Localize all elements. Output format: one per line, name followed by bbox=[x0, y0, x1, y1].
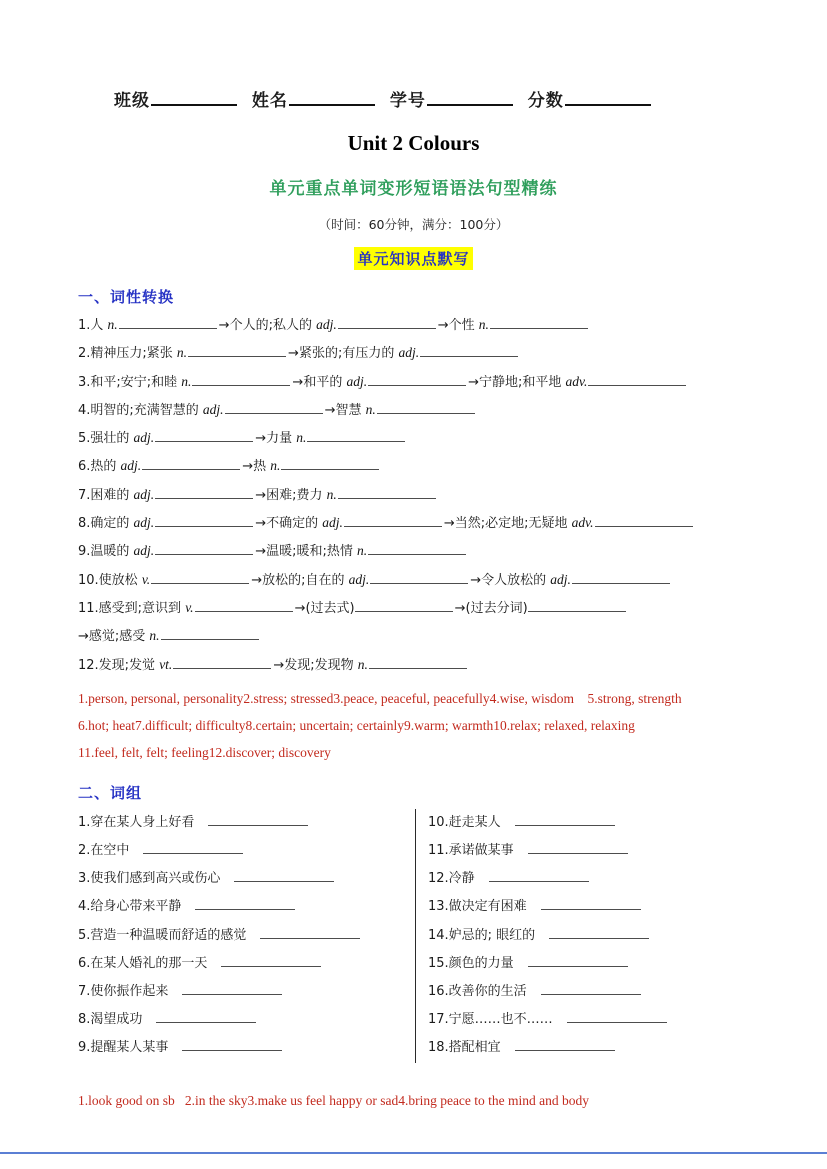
word-conversion-item bbox=[78, 311, 749, 339]
blank-line bbox=[368, 372, 466, 386]
part-of-speech-label: n. bbox=[107, 317, 118, 332]
blank-line bbox=[155, 541, 253, 555]
phrase-item bbox=[428, 922, 749, 950]
word-conversion-list bbox=[78, 311, 749, 679]
phrase-item bbox=[428, 978, 749, 1006]
item-text: →当然;必定地;无疑地 bbox=[443, 516, 572, 532]
item-text: →发现;发现物 bbox=[273, 657, 358, 673]
blank-line bbox=[188, 343, 286, 357]
answer-line: 6.hot; heat7.difficult; difficulty8.certain; uncertain; certainly9.warm; warmth10.relax; relaxed, relaxing bbox=[78, 717, 635, 733]
phrase-text: 12.冷静 bbox=[428, 871, 475, 887]
class-blank bbox=[151, 87, 237, 106]
header-field-student-id bbox=[390, 86, 513, 111]
phrase-item bbox=[78, 922, 401, 950]
section2-heading: 二、词组 bbox=[78, 783, 143, 802]
blank-line bbox=[182, 1037, 282, 1051]
item-text: →不确定的 bbox=[255, 516, 323, 532]
blank-line bbox=[420, 343, 518, 357]
item-text: →令人放松的 bbox=[470, 572, 551, 588]
blank-line bbox=[260, 925, 360, 939]
phrase-item bbox=[78, 837, 401, 865]
part-of-speech-label: adv. bbox=[571, 515, 594, 531]
part-of-speech-label: adj. bbox=[133, 486, 155, 502]
part-of-speech-label: adj. bbox=[398, 345, 420, 361]
item-text: →个人的;私人的 bbox=[218, 318, 317, 333]
part-of-speech-label: adv. bbox=[565, 373, 588, 389]
blank-line bbox=[490, 315, 588, 329]
phrase-item bbox=[78, 1034, 401, 1062]
part-of-speech-label: adj. bbox=[120, 458, 142, 474]
blank-line bbox=[143, 840, 243, 854]
blank-line bbox=[225, 400, 323, 414]
word-conversion-item bbox=[78, 424, 749, 452]
item-text: 3.和平;安宁;和睦 bbox=[78, 374, 182, 390]
blank-line bbox=[338, 485, 436, 499]
part-of-speech-label: vt. bbox=[159, 656, 173, 672]
word-conversion-item bbox=[78, 537, 749, 565]
header-field-score bbox=[528, 86, 651, 111]
header-line bbox=[78, 86, 749, 111]
phrase-column-right bbox=[415, 809, 749, 1063]
part-of-speech-label: adj. bbox=[316, 317, 337, 332]
blank-line bbox=[528, 598, 626, 612]
phrase-text: 1.穿在某人身上好看 bbox=[78, 814, 195, 830]
part-of-speech-label: adj. bbox=[133, 430, 155, 446]
blank-line bbox=[541, 896, 641, 910]
blank-line bbox=[161, 626, 259, 640]
footer-rule bbox=[0, 1152, 827, 1154]
score-label: 分数 bbox=[527, 91, 564, 111]
item-text: →和平的 bbox=[292, 374, 347, 390]
item-text: →困难;费力 bbox=[255, 487, 327, 503]
exam-meta: （时间：60分钟，满分：100分） bbox=[318, 217, 509, 232]
word-conversion-item bbox=[78, 481, 749, 509]
item-text: 7.困难的 bbox=[78, 487, 134, 503]
blank-line bbox=[307, 428, 405, 442]
phrase-text: 11.承诺做某事 bbox=[428, 843, 514, 859]
score-blank bbox=[565, 87, 651, 106]
part-of-speech-label: adj. bbox=[322, 515, 343, 531]
phrase-text: 17.宁愿……也不…… bbox=[428, 1012, 553, 1028]
item-text: →温暖;暖和;热情 bbox=[255, 544, 357, 560]
blank-line bbox=[151, 570, 249, 584]
blank-line bbox=[281, 456, 379, 470]
phrase-item bbox=[78, 865, 401, 893]
phrase-text: 13.做决定有困难 bbox=[428, 899, 527, 915]
item-text: 2.精神压力;紧张 bbox=[78, 346, 177, 362]
part-of-speech-label: n. bbox=[149, 628, 160, 644]
phrase-column-left bbox=[78, 809, 415, 1063]
blank-line bbox=[155, 513, 253, 527]
phrase-text: 16.改善你的生活 bbox=[428, 983, 527, 999]
item-text: →(过去式) bbox=[294, 600, 355, 616]
phrase-text: 15.颜色的力量 bbox=[428, 955, 514, 971]
part-of-speech-label: n. bbox=[326, 486, 337, 502]
blank-line bbox=[549, 925, 649, 939]
item-text: →感觉;感受 bbox=[78, 629, 150, 645]
blank-line bbox=[173, 655, 271, 669]
highlight-heading: 单元知识点默写 bbox=[354, 247, 472, 270]
student-id-label: 学号 bbox=[389, 91, 426, 111]
header-field-name bbox=[252, 86, 375, 111]
part-of-speech-label: n. bbox=[357, 656, 368, 672]
word-conversion-item bbox=[78, 594, 749, 622]
name-blank bbox=[289, 87, 375, 106]
item-text: 10.使放松 bbox=[78, 572, 142, 588]
student-id-blank bbox=[427, 87, 513, 106]
blank-line bbox=[369, 655, 467, 669]
blank-line bbox=[142, 456, 240, 470]
blank-line bbox=[156, 1009, 256, 1023]
part-of-speech-label: n. bbox=[356, 543, 368, 559]
phrase-item bbox=[78, 809, 401, 837]
phrase-text: 9.提醒某人某事 bbox=[78, 1040, 169, 1056]
phrase-item bbox=[78, 1006, 401, 1034]
phrase-text: 10.赶走某人 bbox=[428, 814, 501, 830]
section1-answers bbox=[78, 685, 749, 766]
blank-line bbox=[119, 315, 217, 329]
blank-line bbox=[208, 812, 308, 826]
phrase-item bbox=[428, 893, 749, 921]
phrase-item bbox=[428, 809, 749, 837]
item-text: →热 bbox=[242, 459, 271, 475]
blank-line bbox=[155, 428, 253, 442]
phrase-text: 5.营造一种温暖而舒适的感觉 bbox=[78, 927, 247, 943]
phrase-item bbox=[78, 893, 401, 921]
page-title: Unit 2 Colours bbox=[347, 131, 480, 155]
phrase-item bbox=[428, 1006, 749, 1034]
word-conversion-item bbox=[78, 509, 749, 537]
word-conversion-item bbox=[78, 651, 749, 679]
part-of-speech-label: adj. bbox=[133, 543, 155, 559]
blank-line bbox=[377, 400, 475, 414]
blank-line bbox=[515, 812, 615, 826]
part-of-speech-label: n. bbox=[365, 401, 376, 417]
item-text: →放松的;自在的 bbox=[251, 572, 349, 588]
section1-heading: 一、词性转换 bbox=[78, 288, 175, 306]
word-conversion-item bbox=[78, 452, 749, 480]
item-text: 11.感受到;意识到 bbox=[78, 600, 186, 616]
phrase-text: 6.在某人婚礼的那一天 bbox=[78, 955, 208, 971]
section2-answers bbox=[78, 1087, 749, 1114]
blank-line bbox=[515, 1037, 615, 1051]
phrase-item bbox=[428, 1034, 749, 1062]
blank-line bbox=[528, 953, 628, 967]
blank-line bbox=[567, 1009, 667, 1023]
item-text: 9.温暖的 bbox=[78, 544, 134, 560]
word-conversion-item bbox=[78, 622, 749, 650]
blank-line bbox=[370, 570, 468, 584]
phrase-text: 7.使你振作起来 bbox=[78, 983, 169, 999]
name-label: 姓名 bbox=[251, 91, 288, 111]
part-of-speech-label: v. bbox=[141, 571, 151, 587]
blank-line bbox=[489, 868, 589, 882]
blank-line bbox=[344, 513, 442, 527]
part-of-speech-label: n. bbox=[478, 317, 489, 332]
part-of-speech-label: adj. bbox=[133, 515, 155, 531]
phrase-item bbox=[428, 865, 749, 893]
part-of-speech-label: n. bbox=[181, 373, 192, 389]
blank-line bbox=[155, 485, 253, 499]
item-text: →个性 bbox=[437, 318, 479, 333]
phrase-text: 3.使我们感到高兴或伤心 bbox=[78, 871, 221, 887]
class-label: 班级 bbox=[114, 91, 150, 111]
blank-line bbox=[338, 315, 436, 329]
phrase-columns bbox=[78, 809, 749, 1063]
phrase-text: 14.妒忌的; 眼红的 bbox=[428, 927, 536, 943]
word-conversion-item bbox=[78, 396, 749, 424]
word-conversion-item bbox=[78, 566, 749, 594]
item-text: →宁静地;和平地 bbox=[468, 374, 566, 390]
phrase-item bbox=[78, 950, 401, 978]
item-text: 6.热的 bbox=[78, 459, 121, 475]
item-text: →(过去分词) bbox=[454, 600, 528, 616]
blank-line bbox=[528, 840, 628, 854]
header-field-class bbox=[114, 86, 237, 111]
blank-line bbox=[234, 868, 334, 882]
phrase-text: 8.渴望成功 bbox=[78, 1012, 143, 1028]
blank-line bbox=[588, 372, 686, 386]
blank-line bbox=[195, 896, 295, 910]
word-conversion-item bbox=[78, 368, 749, 396]
item-text: 8.确定的 bbox=[78, 516, 134, 532]
answer-line: 1.look good on sb 2.in the sky3.make us feel happy or sad4.bring peace to the mind and body bbox=[78, 1092, 590, 1108]
blank-line bbox=[355, 598, 453, 612]
blank-line bbox=[572, 570, 670, 584]
phrase-item bbox=[78, 978, 401, 1006]
part-of-speech-label: adj. bbox=[346, 373, 368, 389]
item-text: →智慧 bbox=[324, 402, 366, 418]
blank-line bbox=[368, 541, 466, 555]
blank-line bbox=[195, 598, 293, 612]
page-subtitle: 单元重点单词变形短语语法句型精练 bbox=[269, 179, 558, 199]
phrase-text: 4.给身心带来平静 bbox=[78, 899, 182, 915]
part-of-speech-label: n. bbox=[176, 345, 188, 361]
item-text: 1.人 bbox=[78, 318, 108, 333]
part-of-speech-label: adj. bbox=[348, 571, 370, 587]
highlight-heading-wrap bbox=[78, 247, 749, 270]
answer-line: 11.feel, felt, felt; feeling12.discover; discovery bbox=[78, 744, 331, 760]
item-text: →紧张的;有压力的 bbox=[288, 346, 399, 362]
item-text: 5.强壮的 bbox=[78, 431, 134, 447]
phrase-text: 2.在空中 bbox=[78, 843, 130, 859]
phrase-item bbox=[428, 837, 749, 865]
part-of-speech-label: adj. bbox=[202, 401, 224, 417]
phrase-item bbox=[428, 950, 749, 978]
part-of-speech-label: adj. bbox=[550, 571, 571, 587]
part-of-speech-label: n. bbox=[296, 430, 307, 446]
blank-line bbox=[541, 981, 641, 995]
blank-line bbox=[192, 372, 290, 386]
blank-line bbox=[595, 513, 693, 527]
word-conversion-item bbox=[78, 339, 749, 367]
blank-line bbox=[182, 981, 282, 995]
answer-line: 1.person, personal, personality2.stress; stressed3.peace, peaceful, peacefully4.wise, wisdom 5.strong, strength bbox=[78, 690, 682, 706]
item-text: 4.明智的;充满智慧的 bbox=[78, 402, 203, 418]
item-text: →力量 bbox=[255, 431, 297, 447]
blank-line bbox=[221, 953, 321, 967]
part-of-speech-label: n. bbox=[270, 458, 281, 474]
phrase-text: 18.搭配相宜 bbox=[428, 1040, 501, 1056]
item-text: 12.发现;发觉 bbox=[78, 657, 160, 673]
part-of-speech-label: v. bbox=[185, 599, 194, 615]
